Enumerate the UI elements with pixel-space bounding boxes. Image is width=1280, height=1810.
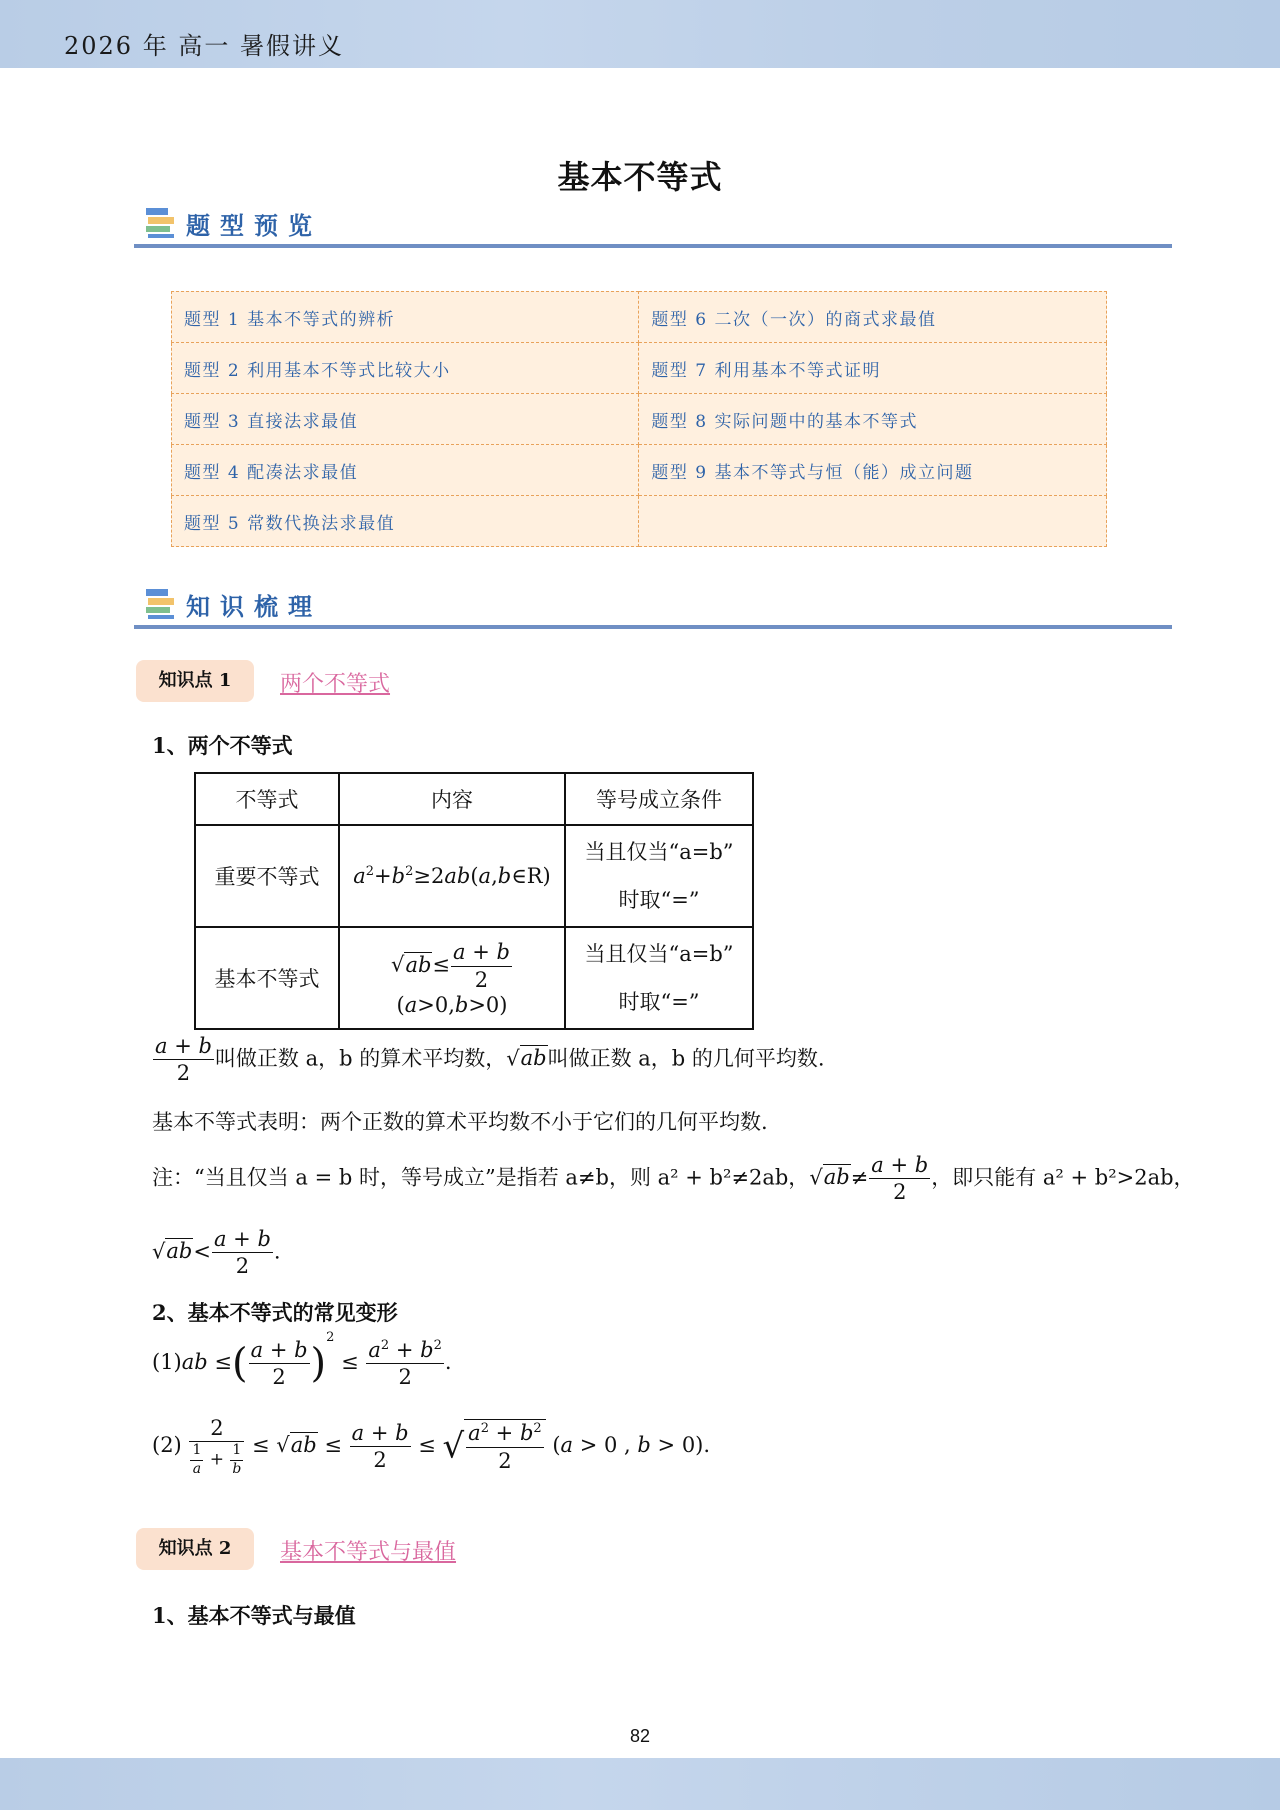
header-band (0, 0, 1280, 68)
formula-label: (2) (152, 1433, 182, 1458)
formula-label: (1) (152, 1350, 182, 1374)
condition-line: 时取“=” (618, 990, 700, 1014)
formula-1: (1)ab ≤( $\frac{a + b}{2}$ )$^2$ ≤ $\frac{a^2 + b^2}{2}$ . (152, 1330, 452, 1389)
table-row (172, 496, 1107, 547)
table-row (172, 292, 1107, 343)
subheading: 2、基本不等式的常见变形 (152, 1300, 398, 1325)
column-header: 不等式 (195, 773, 339, 825)
section-divider (134, 244, 1172, 248)
subheading: 1、基本不等式与最值 (152, 1603, 356, 1628)
type-cell (639, 496, 1107, 547)
type-cell: 题型 5 常数代换法求最值 (172, 496, 639, 547)
type-cell: 题型 1 基本不等式的辨析 (172, 292, 639, 343)
type-cell: 题型 8 实际问题中的基本不等式 (639, 394, 1107, 445)
inequality-name: 重要不等式 (195, 825, 339, 927)
inequality-table (194, 772, 754, 1030)
condition-line: 时取“=” (618, 888, 700, 912)
footer-band (0, 1758, 1280, 1810)
knowledge-badge: 知识点 2 (136, 1528, 254, 1570)
type-cell: 题型 7 利用基本不等式证明 (639, 343, 1107, 394)
fraction: $\frac{a + b}{2}$ (155, 1034, 212, 1086)
type-cell: 题型 4 配凑法求最值 (172, 445, 639, 496)
section-title: 知识梳理 (186, 592, 322, 621)
column-header: 等号成立条件 (565, 773, 753, 825)
type-cell: 题型 3 直接法求最值 (172, 394, 639, 445)
subheading: 1、两个不等式 (152, 733, 293, 758)
type-cell: 题型 9 基本不等式与恒（能）成立问题 (639, 445, 1107, 496)
section-preview (134, 202, 1172, 248)
knowledge-badge: 知识点 1 (136, 660, 254, 702)
table-row (195, 927, 753, 1029)
knowledge-title: 基本不等式与最值 (280, 1540, 457, 1565)
table-row (172, 445, 1107, 496)
table-row (172, 394, 1107, 445)
paragraph-means: $\frac{a + b}{2}$ 叫做正数 a，b 的算术平均数，√ab叫做正数 a，b 的几何平均数. (155, 1034, 825, 1086)
text-span: ，即只能有 a² + b²>2ab， (931, 1165, 1195, 1190)
section-knowledge (134, 583, 1172, 629)
equality-condition (565, 927, 753, 1029)
section-divider (134, 625, 1172, 629)
section-title: 题型预览 (186, 211, 322, 240)
text-span: 叫做正数 a，b 的算术平均数， (214, 1046, 507, 1071)
paragraph-note: 注：“当且仅当 a = b 时，等号成立”是指若 a≠b，则 a² + b²≠2ab，√ab≠ $\frac{a + b}{2}$ ，即只能有 a² + b²>2ab， (152, 1153, 1195, 1205)
condition-line: 当且仅当“a=b” (584, 942, 734, 966)
books-icon (144, 206, 178, 244)
question-type-table (171, 291, 1107, 547)
inequality-content: √ab≤ $\frac{a + b}{2}$ (a>0,b>0) (339, 927, 565, 1029)
page-title: 基本不等式 (557, 158, 723, 196)
paragraph-note-cont: √ab< $\frac{a + b}{2}$ . (152, 1227, 281, 1279)
paragraph-statement: 基本不等式表明：两个正数的算术平均数不小于它们的几何平均数. (152, 1110, 768, 1134)
table-row (172, 343, 1107, 394)
page-number: 82 (629, 1726, 651, 1746)
header-title: 2026 年 高一 暑假讲义 (64, 32, 344, 60)
text-span: 叫做正数 a，b 的几何平均数. (547, 1046, 825, 1071)
type-cell: 题型 2 利用基本不等式比较大小 (172, 343, 639, 394)
table-row (195, 825, 753, 927)
equality-condition (565, 825, 753, 927)
column-header: 内容 (339, 773, 565, 825)
knowledge-title: 两个不等式 (280, 672, 391, 697)
type-cell: 题型 6 二次（一次）的商式求最值 (639, 292, 1107, 343)
formula-2: (2) 2 $\frac{1}{a}$ + $\frac{1}{b}$ ≤ √ab ≤ $\frac{a + b}{2}$ ≤ √ $\frac{a^2 + b^2}{2}$ (a > 0 , b > 0). (152, 1416, 711, 1477)
text-span: 注：“当且仅当 a = b 时，等号成立”是指若 a≠b，则 a² + b²≠2ab， (152, 1165, 810, 1190)
inequality-content: $a^2+b^2\ge 2ab(a,b\in R)$ (339, 825, 565, 927)
condition-line: 当且仅当“a=b” (584, 840, 734, 864)
table-header-row (195, 773, 753, 825)
books-icon (144, 587, 178, 625)
inequality-name: 基本不等式 (195, 927, 339, 1029)
